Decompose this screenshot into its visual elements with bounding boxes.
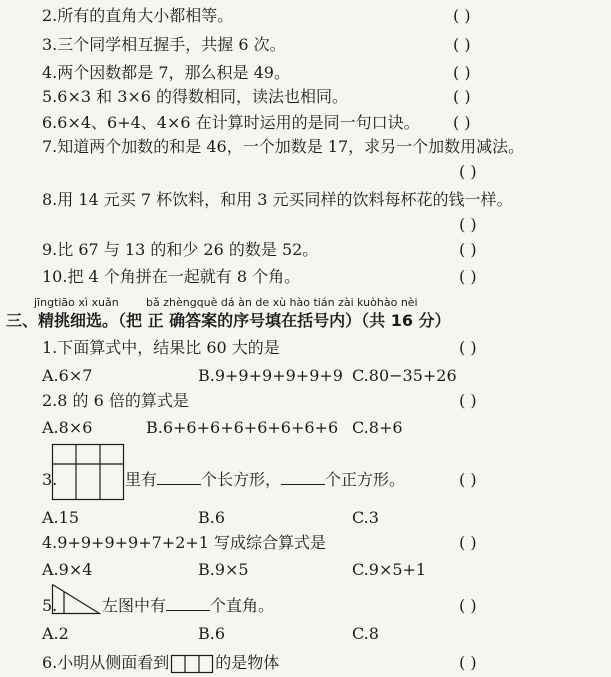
answer-paren[interactable]: ( ) (459, 470, 477, 489)
option-c[interactable]: C.3 (352, 508, 379, 527)
judge-item-2: 2.所有的直角大小都相等。 (42, 6, 234, 25)
answer-paren[interactable]: ( ) (459, 391, 477, 410)
option-a[interactable]: A.15 (42, 508, 79, 527)
judge-item-4: 4.两个因数都是 7，那么积是 49。 (42, 63, 290, 82)
choice-q3-number: 3. (42, 470, 58, 489)
answer-paren[interactable]: ( ) (459, 267, 477, 286)
answer-paren[interactable]: ( ) (453, 6, 471, 25)
option-c[interactable]: C.8+6 (352, 418, 403, 437)
option-b[interactable]: B.9+9+9+9+9+9 (198, 366, 343, 385)
option-c[interactable]: C.9×5+1 (352, 560, 427, 579)
choice-q3-unit2: 个正方形。 (325, 470, 406, 489)
answer-paren[interactable]: ( ) (459, 596, 477, 615)
option-b[interactable]: B.6 (198, 508, 226, 527)
answer-blank[interactable] (157, 470, 201, 485)
choice-q5-mid: 左图中有 (102, 596, 167, 615)
judge-item-7: 7.知道两个加数的和是 46，一个加数是 17，求另一个加数用减法。 (42, 137, 525, 156)
answer-paren[interactable]: ( ) (459, 338, 477, 357)
answer-paren[interactable]: ( ) (459, 215, 477, 234)
option-b[interactable]: B.6+6+6+6+6+6+6+6 (146, 418, 339, 437)
pinyin-annotation: jīngtiāo xì xuǎn (34, 296, 119, 309)
grid-figure (52, 444, 124, 500)
choice-q6-post: 的是物体 (215, 653, 280, 672)
answer-blank[interactable] (281, 470, 325, 485)
option-a[interactable]: A.2 (42, 624, 69, 643)
option-c[interactable]: C.80−35+26 (352, 366, 457, 385)
choice-q5-unit: 个直角。 (210, 596, 275, 615)
choice-q5-number: 5. (42, 596, 58, 615)
choice-q6-stem (42, 653, 279, 673)
judge-item-6: 6.6×4、6+4、4×6 在计算时运用的是同一句口诀。 (42, 113, 420, 132)
answer-paren[interactable]: ( ) (459, 653, 477, 672)
answer-paren[interactable]: ( ) (459, 162, 477, 181)
option-b[interactable]: B.6 (198, 624, 226, 643)
answer-paren[interactable]: ( ) (453, 87, 471, 106)
answer-paren[interactable]: ( ) (459, 240, 477, 259)
option-a[interactable]: A.6×7 (42, 366, 93, 385)
choice-q2-stem: 2.8 的 6 倍的算式是 (42, 391, 189, 410)
choice-q3-text (125, 470, 405, 490)
answer-paren[interactable]: ( ) (453, 35, 471, 54)
judge-item-8: 8.用 14 元买 7 杯饮料，和用 3 元买同样的饮料每杯花的钱一样。 (42, 190, 513, 209)
choice-q6-pre: 6.小明从侧面看到 (42, 653, 170, 672)
judge-item-5: 5.6×3 和 3×6 的得数相同，读法也相同。 (42, 87, 349, 106)
choice-q4-stem: 4.9+9+9+9+7+2+1 写成综合算式是 (42, 533, 327, 552)
triangle-figure (52, 584, 100, 614)
answer-paren[interactable]: ( ) (453, 63, 471, 82)
option-a[interactable]: A.8×6 (42, 418, 93, 437)
answer-blank[interactable] (166, 596, 210, 611)
answer-paren[interactable]: ( ) (459, 533, 477, 552)
option-a[interactable]: A.9×4 (42, 560, 93, 579)
judge-item-3: 3.三个同学相互握手，共握 6 次。 (42, 35, 286, 54)
answer-paren[interactable]: ( ) (453, 113, 471, 132)
judge-item-10: 10.把 4 个角拼在一起就有 8 个角。 (42, 267, 301, 286)
side-view-figure (171, 655, 213, 673)
choice-q3-unit1: 个长方形， (201, 470, 282, 489)
judge-item-9: 9.比 67 与 13 的和少 26 的数是 52。 (42, 240, 319, 259)
choice-q3-mid: 里有 (125, 470, 158, 489)
choice-q5-text (102, 596, 274, 616)
choice-q1-stem: 1.下面算式中，结果比 60 大的是 (42, 338, 280, 357)
option-b[interactable]: B.9×5 (198, 560, 249, 579)
option-c[interactable]: C.8 (352, 624, 379, 643)
pinyin-annotation: bǎ zhèngquè dá àn de xù hào tián zài kuòhào nèi (146, 296, 418, 309)
section-title: 三、精挑细选。（把 正 确答案的序号填在括号内）（共 16 分） (6, 311, 451, 330)
